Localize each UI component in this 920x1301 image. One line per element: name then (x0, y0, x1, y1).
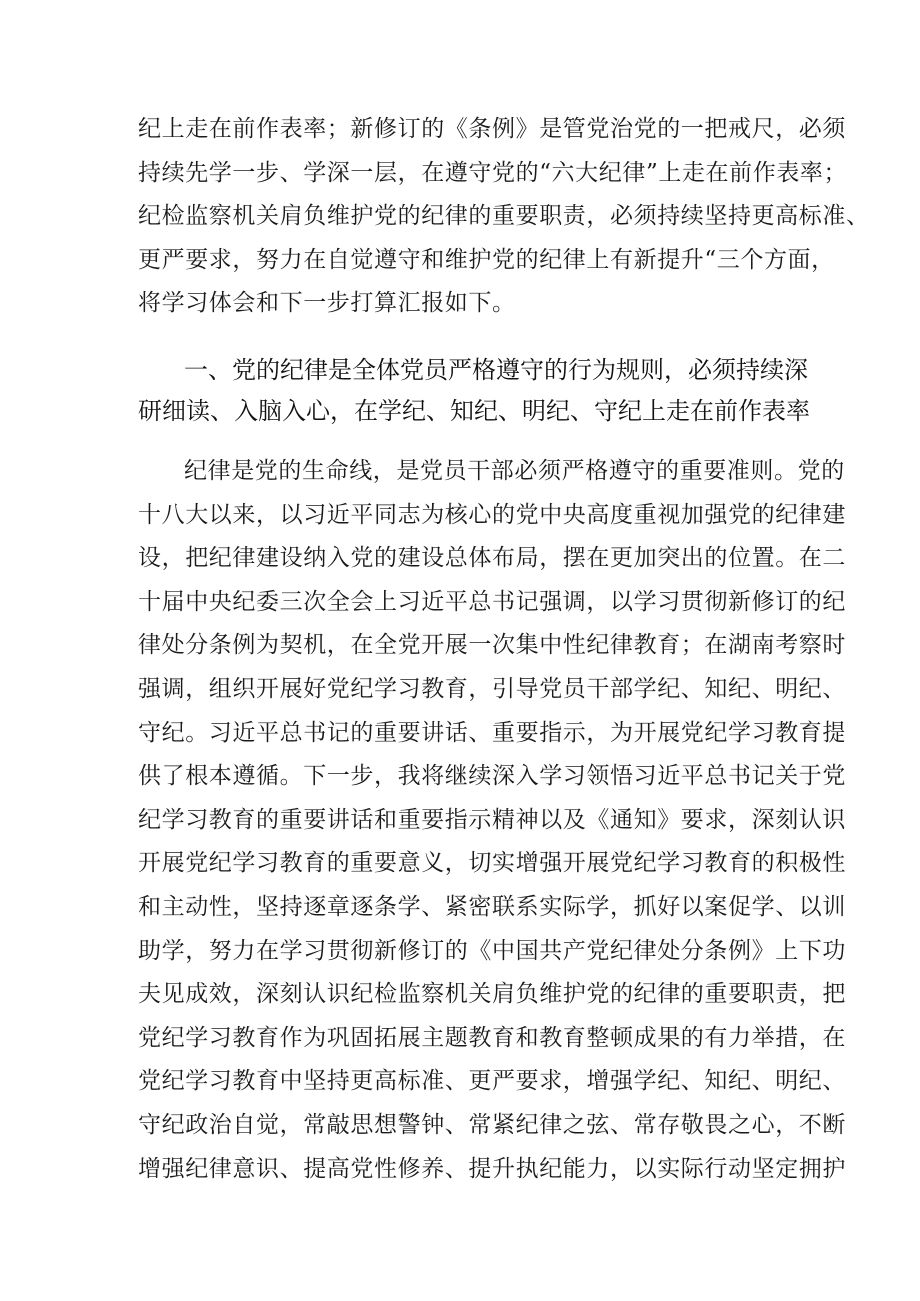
body-line: 助学，努力在学习贯彻新修订的《中国共产党纪律处分条例》上下功 (138, 937, 846, 964)
heading-line: 研细读、入脑入心，在学纪、知纪、明纪、守纪上走在前作表率 (138, 397, 810, 425)
intro-line: 纪检监察机关肩负维护党的纪律的重要职责，必须持续坚持更高标准、 (138, 203, 870, 230)
intro-line: 将学习体会和下一步打算汇报如下。 (138, 290, 516, 317)
body-line: 守纪。习近平总书记的重要讲话、重要指示，为开展党纪学习教育提 (138, 719, 846, 746)
body-line: 增强纪律意识、提高党性修养、提升执纪能力，以实际行动坚定拥护 (138, 1155, 846, 1182)
intro-paragraph (138, 108, 870, 326)
body-line: 守纪政治自觉，常敲思想警钟、常紧纪律之弦、常存敬畏之心，不断 (138, 1111, 846, 1138)
body-line: 供了根本遵循。下一步，我将继续深入学习领悟习近平总书记关于党 (138, 763, 846, 790)
intro-line: 持续先学一步、学深一层，在遵守党的“六大纪律”上走在前作表率； (138, 159, 848, 186)
body-line: 开展党纪学习教育的重要意义，切实增强开展党纪学习教育的积极性 (138, 850, 846, 877)
body-paragraph (138, 450, 846, 1191)
body-line: 律处分条例为契机，在全党开展一次集中性纪律教育；在湖南考察时 (138, 632, 846, 659)
body-line: 十届中央纪委三次全会上习近平总书记强调，以学习贯彻新修订的纪 (138, 588, 846, 615)
body-line: 党纪学习教育中坚持更高标准、更严要求，增强学纪、知纪、明纪、 (138, 1068, 846, 1095)
body-line: 强调，组织开展好党纪学习教育，引导党员干部学纪、知纪、明纪、 (138, 675, 846, 702)
intro-line: 更严要求，努力在自觉遵守和维护党的纪律上有新提升“三个方面， (138, 246, 835, 273)
body-line: 党纪学习教育作为巩固拓展主题教育和教育整顿成果的有力举措，在 (138, 1024, 846, 1051)
body-line: 十八大以来，以习近平同志为核心的党中央高度重视加强党的纪律建 (138, 501, 846, 528)
section-heading (138, 350, 810, 432)
body-line: 设，把纪律建设纳入党的建设总体布局，摆在更加突出的位置。在二 (138, 545, 846, 572)
body-line: 夫见成效，深刻认识纪检监察机关肩负维护党的纪律的重要职责，把 (138, 981, 846, 1008)
heading-line: 一、党的纪律是全体党员严格遵守的行为规则，必须持续深 (184, 356, 808, 384)
body-line: 纪律是党的生命线，是党员干部必须严格遵守的重要准则。党的 (184, 458, 845, 484)
body-line: 纪学习教育的重要讲话和重要指示精神以及《通知》要求，深刻认识 (138, 806, 846, 833)
body-line: 和主动性，坚持逐章逐条学、紧密联系实际学，抓好以案促学、以训 (138, 893, 846, 920)
intro-line: 纪上走在前作表率；新修订的《条例》是管党治党的一把戒尺，必须 (138, 116, 846, 142)
